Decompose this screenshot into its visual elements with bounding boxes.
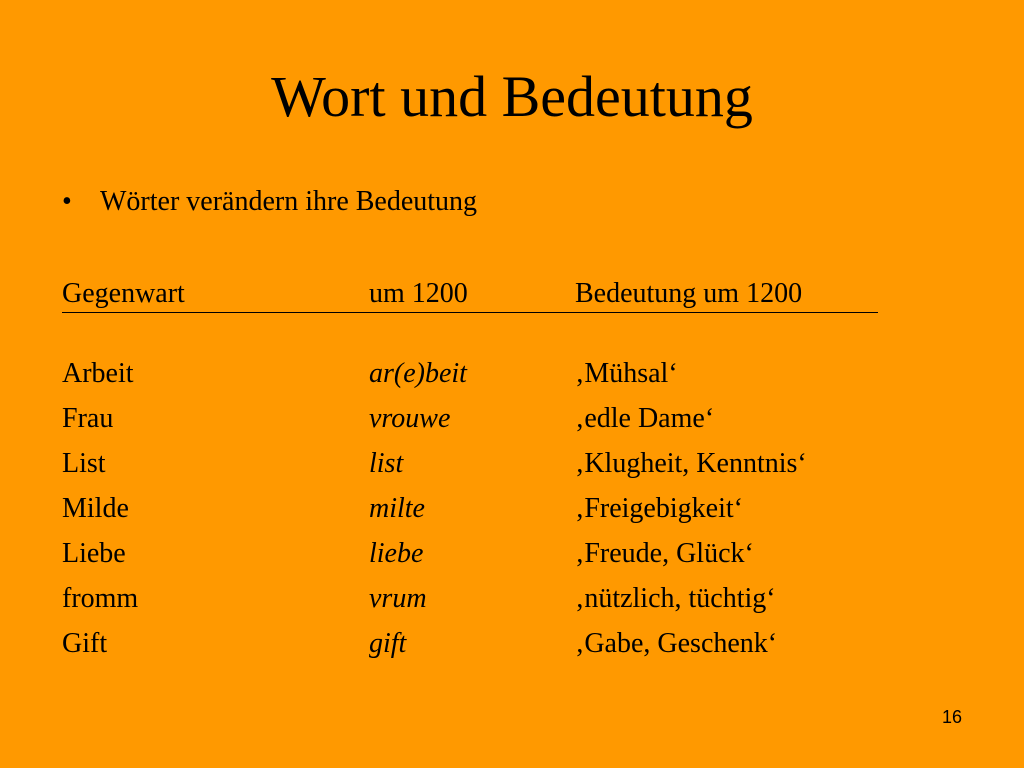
word-present: Frau: [62, 403, 114, 434]
word-meaning: ‚Mühsal‘: [575, 358, 678, 389]
table-row: [62, 581, 878, 626]
table-row: [62, 491, 878, 536]
header-meaning: Bedeutung um 1200: [575, 278, 803, 309]
word-meaning: ‚Klugheit, Kenntnis‘: [575, 448, 807, 479]
word-meaning: ‚Freigebigkeit‘: [575, 493, 743, 524]
word-1200: vrum: [369, 583, 427, 614]
bullet-text: Wörter verändern ihre Bedeutung: [100, 186, 478, 217]
word-1200: vrouwe: [369, 403, 451, 434]
table-row: [62, 626, 878, 671]
word-1200: liebe: [369, 538, 424, 569]
word-present: fromm: [62, 583, 139, 614]
header-present: Gegenwart: [62, 278, 185, 309]
table-row: [62, 356, 878, 401]
word-present: Gift: [62, 628, 108, 659]
word-1200: ar(e)beit: [369, 358, 467, 389]
table-header: [62, 276, 878, 313]
table-row: [62, 536, 878, 581]
word-1200: milte: [369, 493, 425, 524]
word-1200: list: [369, 448, 404, 479]
word-present: Liebe: [62, 538, 126, 569]
word-meaning: ‚Freude, Glück‘: [575, 538, 754, 569]
word-1200: gift: [369, 628, 407, 659]
header-1200: um 1200: [369, 278, 468, 309]
word-meaning: ‚nützlich, tüchtig‘: [575, 583, 776, 614]
slide-title: Wort und Bedeutung: [271, 64, 753, 129]
word-table: [62, 356, 878, 671]
word-meaning: ‚edle Dame‘: [575, 403, 715, 434]
word-present: Arbeit: [62, 358, 134, 389]
word-present: List: [62, 448, 106, 479]
word-meaning: ‚Gabe, Geschenk‘: [575, 628, 778, 659]
bullet-marker: •: [62, 186, 72, 217]
page-number: 16: [941, 707, 962, 727]
word-present: Milde: [62, 493, 129, 524]
bullet-item: [62, 184, 477, 220]
table-row: [62, 446, 878, 491]
table-row: [62, 401, 878, 446]
